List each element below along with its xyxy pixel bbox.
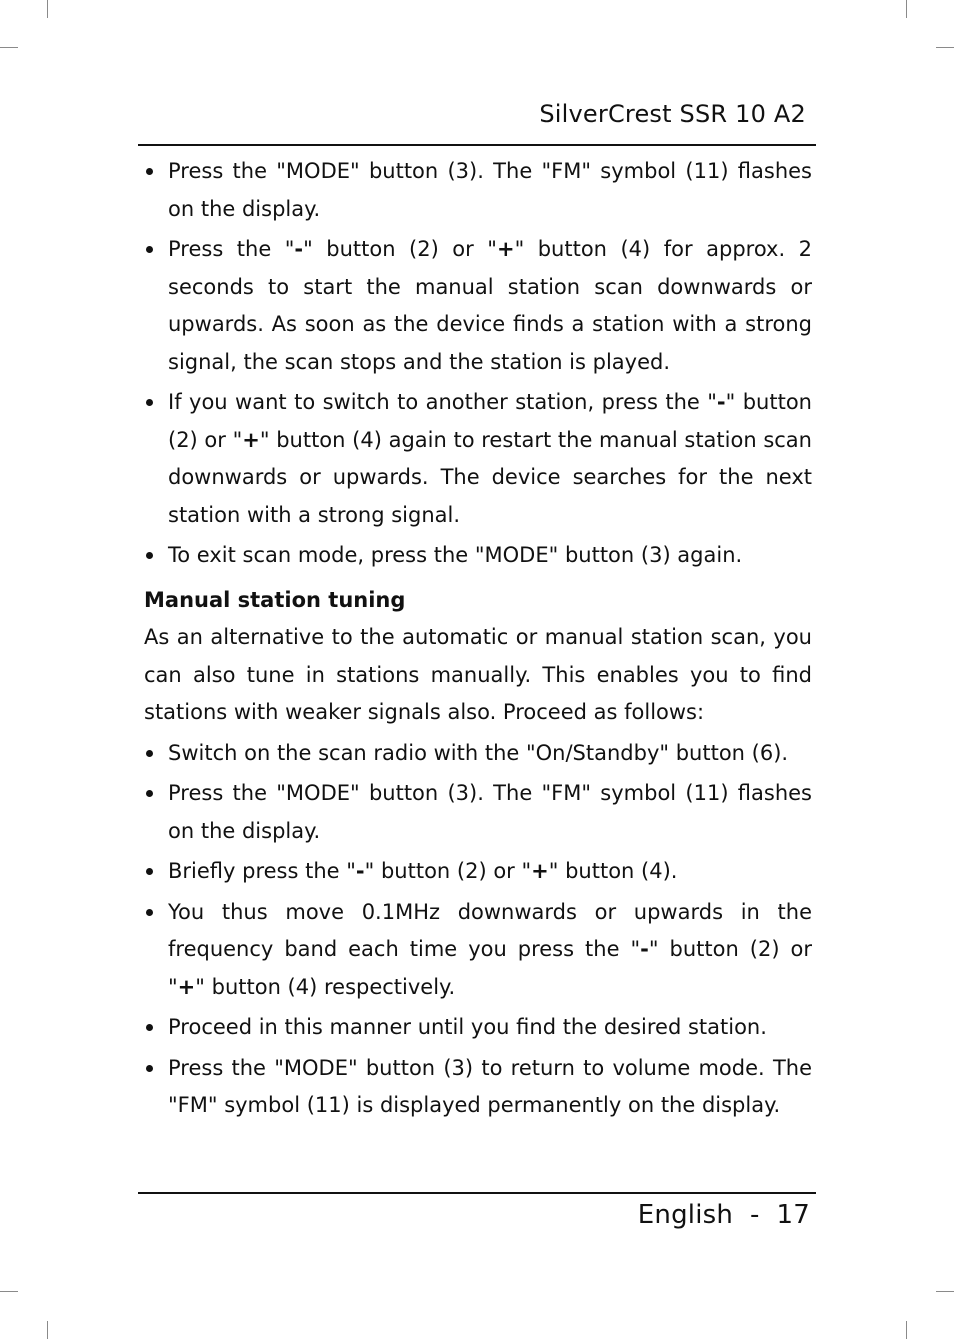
button-symbol: + [531, 859, 549, 883]
list-item [144, 537, 812, 575]
list-item [144, 231, 812, 381]
list-item-text: " button (4) for approx. 2 seconds to start the manual station scan downwards or upwards. As soon as the device finds a station with a strong signal, the scan stops and the station is played. [168, 237, 812, 374]
list-item-text: " button (4) respectively. [195, 974, 456, 999]
button-symbol: - [355, 859, 365, 883]
page-footer: English - 17 [637, 1200, 810, 1230]
list-item-text: Switch on the scan radio with the "On/Standby" button (6). [168, 740, 789, 765]
list-item-text: " button (4) again to restart the manual station scan downwards or upwards. The device searches for the next station with a strong signal. [168, 427, 812, 527]
list-item-text: " button (2) or " [168, 937, 812, 999]
bullet-icon [146, 246, 153, 253]
bullet-icon [146, 1024, 153, 1031]
list-item [144, 853, 812, 891]
bullet-icon [146, 399, 153, 406]
list-item-text: " button (2) or " [364, 859, 532, 883]
button-symbol: + [496, 237, 515, 261]
list-item [144, 735, 812, 773]
list-item-text: Briefly press the " [168, 859, 356, 883]
manual-tuning-list [144, 735, 812, 1125]
crop-mark [936, 1291, 954, 1292]
crop-mark [0, 47, 18, 48]
button-symbol: + [177, 974, 196, 999]
bullet-icon [146, 909, 153, 916]
list-item-text: Proceed in this manner until you find the desired station. [168, 1015, 767, 1039]
button-symbol: - [640, 937, 649, 961]
list-item [144, 384, 812, 534]
section-heading: Manual station tuning [144, 587, 406, 612]
list-item-text: Press the "MODE" button (3). The "FM" symbol (11) flashes on the display. [168, 781, 812, 843]
list-item [144, 775, 812, 850]
list-item-text: Press the " [168, 237, 295, 261]
crop-mark [47, 0, 48, 18]
crop-mark [0, 1291, 18, 1292]
bullet-icon [146, 1065, 153, 1072]
list-item-text: To exit scan mode, press the "MODE" button (3) again. [168, 543, 743, 567]
list-item-text: " button (2) or " [303, 237, 497, 261]
bullet-icon [146, 168, 153, 175]
list-item [144, 1009, 812, 1047]
list-item-text: If you want to switch to another station, press the " [168, 390, 717, 414]
button-symbol: - [716, 390, 726, 414]
bullet-icon [146, 552, 153, 559]
list-item-text: " button (2) or " [168, 390, 812, 452]
bullet-icon [146, 750, 153, 757]
list-item-text: You thus move 0.1MHz downwards or upwards in the frequency band each time you press the " [168, 899, 812, 961]
list-item [144, 1050, 812, 1125]
bullet-icon [146, 790, 153, 797]
footer-rule [138, 1192, 816, 1194]
scan-instructions-list [144, 153, 812, 575]
button-symbol: - [294, 237, 304, 261]
crop-mark [906, 1321, 907, 1339]
bullet-icon [146, 868, 153, 875]
list-item-text: Press the "MODE" button (3). The "FM" symbol (11) flashes on the display. [168, 159, 812, 221]
button-symbol: + [242, 427, 260, 452]
list-item [144, 153, 812, 228]
section-intro-paragraph: As an alternative to the automatic or manual station scan, you can also tune in stations manually. This enables you to find stations with weaker signals also. Proceed as follows: [144, 625, 812, 724]
list-item [144, 894, 812, 1007]
page-body [144, 153, 812, 1128]
crop-mark [906, 0, 907, 18]
crop-mark [47, 1321, 48, 1339]
list-item-text: Press the "MODE" button (3) to return to volume mode. The "FM" symbol (11) is displayed permanently on the display. [168, 1055, 812, 1117]
crop-mark [936, 47, 954, 48]
page-header-title: SilverCrest SSR 10 A2 [539, 100, 806, 128]
header-rule [138, 144, 816, 146]
list-item-text: " button (4). [548, 859, 678, 883]
